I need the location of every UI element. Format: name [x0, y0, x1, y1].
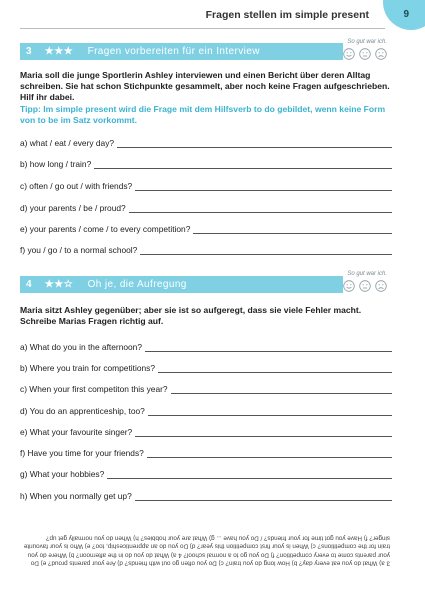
answer-line[interactable]: [148, 406, 392, 416]
question-prompt: a) What do you in the afternoon?: [20, 342, 142, 352]
answer-line[interactable]: [145, 342, 392, 352]
section-4-stars: ★★☆: [44, 279, 74, 290]
section-3-title: Fragen vorbereiten für ein Interview: [87, 46, 260, 57]
self-assessment-caption: So gut war ich.: [347, 271, 387, 277]
question-prompt: b) Where you train for competitions?: [20, 363, 155, 373]
question-row: [20, 423, 392, 437]
self-assessment-4: [331, 271, 387, 297]
section-4-bar: [20, 276, 343, 293]
answer-line[interactable]: [140, 245, 392, 255]
answer-line[interactable]: [135, 181, 392, 191]
question-prompt: f) you / go / to a normal school?: [20, 245, 138, 255]
section-4-title: Oh je, die Aufregung: [87, 279, 187, 290]
section-4-instructions: [20, 305, 390, 327]
section-3-stars: ★★★: [44, 46, 74, 57]
question-prompt: f) Have you time for your friends?: [20, 448, 144, 458]
sad-face-icon[interactable]: [375, 280, 387, 292]
page-header: [0, 0, 425, 32]
question-prompt: c) often / go out / with friends?: [20, 181, 133, 191]
happy-face-icon[interactable]: [343, 280, 355, 292]
question-prompt: d) your parents / be / proud?: [20, 203, 126, 213]
answer-line[interactable]: [158, 363, 392, 373]
answer-line[interactable]: [107, 469, 392, 479]
question-row: [20, 487, 392, 501]
question-row: [20, 465, 392, 479]
section-3-tip: Tipp: Im simple present wird die Frage mit dem Hilfsverb to do gebildet, wenn keine Form von to be im Satz vorkommt.: [20, 103, 386, 125]
answer-line[interactable]: [147, 448, 392, 458]
answer-line[interactable]: [129, 203, 392, 213]
self-assessment-3: [331, 39, 387, 65]
question-row: [20, 380, 392, 394]
question-row: [20, 402, 392, 416]
self-assessment-caption: So gut war ich.: [347, 39, 387, 45]
question-prompt: h) When you normally get up?: [20, 491, 132, 501]
question-row: [20, 199, 392, 213]
question-prompt: d) You do an apprenticeship, too?: [20, 406, 145, 416]
question-row: [20, 155, 392, 169]
question-row: [20, 220, 392, 234]
question-row: [20, 134, 392, 148]
answer-line[interactable]: [135, 491, 392, 501]
neutral-face-icon[interactable]: [359, 280, 371, 292]
question-row: [20, 241, 392, 255]
question-prompt: e) your parents / come / to every competition?: [20, 224, 191, 234]
answer-line[interactable]: [193, 224, 392, 234]
question-row: [20, 359, 392, 373]
question-prompt: a) what / eat / every day?: [20, 138, 115, 148]
sad-face-icon[interactable]: [375, 48, 387, 60]
answer-key-upside-down: 3 a) What do you eat every day? b) How long do you train? c) Do you often go out with friends? d) Are your parents proud? e) Do your parents come to every competition? f) Do you go to a normal school? 4 a) What do you do in the afternoon? b) Where do you train for the competitions? c) When is your first competition this year? d) Do you do an apprenticeship, too? e) Who is your favourite singer? f) Have you got time for your friends? / Do you have ... g) What are your hobbies? h) When do you normally get up?: [23, 534, 390, 567]
answer-line[interactable]: [135, 427, 392, 437]
question-prompt: g) What your hobbies?: [20, 469, 105, 479]
section-3-number: 3: [26, 46, 32, 57]
neutral-face-icon[interactable]: [359, 48, 371, 60]
header-divider: [20, 28, 385, 29]
section-3-bar: [20, 43, 343, 60]
answer-line[interactable]: [94, 159, 392, 169]
section-4-instruction-text: Maria sitzt Ashley gegenüber; aber sie ist so aufgeregt, dass sie viele Fehler macht. Schreibe Marias Fragen richtig auf.: [20, 305, 362, 327]
question-row: [20, 177, 392, 191]
answer-line[interactable]: [117, 138, 392, 148]
section-3-instructions: [20, 70, 390, 126]
question-row: [20, 338, 392, 352]
question-prompt: b) how long / train?: [20, 159, 92, 169]
section-4-number: 4: [26, 279, 32, 290]
header-title: Fragen stellen im simple present: [205, 9, 369, 21]
happy-face-icon[interactable]: [343, 48, 355, 60]
section-3-instruction-text: Maria soll die junge Sportlerin Ashley interviewen und einen Bericht über deren Alltag schreiben. Sie hat schon Stichpunkte gesammelt, aber noch keine Fragen aufgeschrieben. Hilf ihr dabei.: [20, 70, 390, 103]
question-row: [20, 444, 392, 458]
question-prompt: e) What your favourite singer?: [20, 427, 133, 437]
page-number: 9: [403, 9, 409, 20]
question-prompt: c) When your first competiton this year?: [20, 384, 168, 394]
answer-line[interactable]: [171, 384, 392, 394]
